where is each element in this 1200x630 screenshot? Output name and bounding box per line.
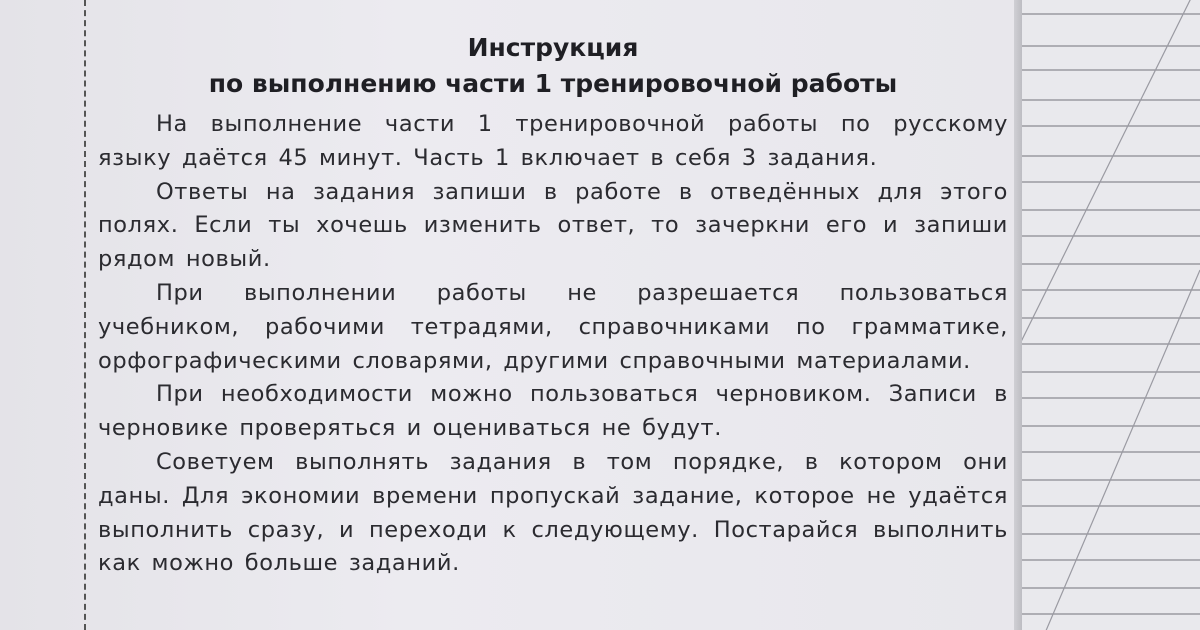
paragraph-1: На выполнение части 1 тренировочной работы по русскому языку даётся 45 минут. Часть 1 включает в себя 3 задания. bbox=[98, 111, 1008, 171]
title-line-1: Инструкция bbox=[467, 33, 639, 62]
title-line-2: по выполнению части 1 тренировочной работы bbox=[208, 69, 898, 98]
notebook-ruled-lines bbox=[1022, 0, 1200, 630]
paragraph-2: Ответы на задания запиши в работе в отведённых для этого полях. Если ты хочешь изменить ответ, то зачеркни его и запиши рядом новый. bbox=[98, 178, 1008, 273]
lined-notebook-sheet bbox=[1022, 0, 1200, 630]
page-title bbox=[98, 30, 1008, 102]
paragraph-4: При необходимости можно пользоваться черновиком. Записи в черновике проверяться и оцениваться не будут. bbox=[98, 381, 1008, 442]
dashed-cut-line bbox=[84, 0, 86, 630]
instruction-text-block bbox=[98, 30, 1008, 581]
paragraph-3: При выполнении работы не разрешается пользоваться учебником, рабочими тетрадями, справочниками по грамматике, орфографическими словарями, другими справочными материалами. bbox=[98, 279, 1008, 374]
paragraph-5: Советуем выполнять задания в том порядке, в котором они даны. Для экономии времени пропускай задание, которое не удаётся выполнить сразу, и переходи к следующему. Постарайся выполнить как можно больше заданий. bbox=[98, 448, 1008, 577]
